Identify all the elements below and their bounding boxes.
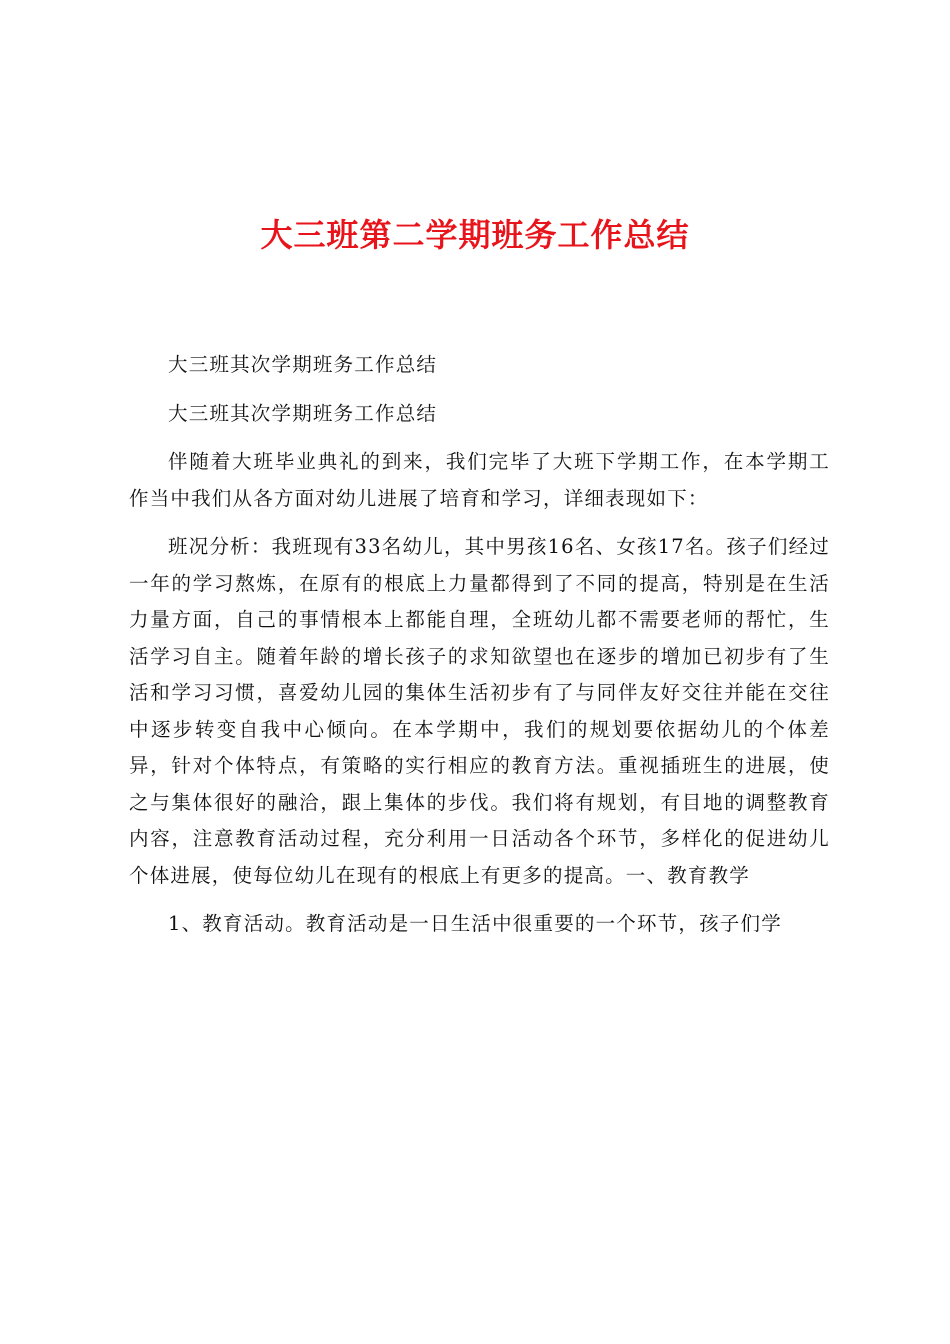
paragraph-subtitle-2: 大三班其次学期班务工作总结: [168, 401, 438, 425]
paragraph-education-activity: 1、教育活动。教育活动是一日生活中很重要的一个环节，孩子们学: [168, 912, 782, 935]
document-title: 大三班第二学期班务工作总结: [260, 216, 690, 254]
paragraph-intro: 伴随着大班毕业典礼的到来，我们完毕了大班下学期工作，在本学期工作当中我们从各方面对幼儿进展了培育和学习，详细表现如下：: [129, 450, 830, 510]
document-body: [129, 347, 830, 955]
paragraph-subtitle-1: 大三班其次学期班务工作总结: [168, 353, 438, 376]
paragraph-class-analysis: 班况分析：我班现有33名幼儿，其中男孩16名、女孩17名。孩子们经过一年的学习熬炼，在原有的根底上力量都得到了不同的提高，特别是在生活力量方面，自己的事情根本上都能自理，全班幼儿都不需要老师的帮忙，生活学习自主。随着年龄的增长孩子的求知欲望也在逐步的增加已初步有了生活和学习习惯，喜爱幼儿园的集体生活初步有了与同伴友好交往并能在交往中逐步转变自我中心倾向。在本学期中，我们的规划要依据幼儿的个体差异，针对个体特点，有策略的实行相应的教育方法。重视插班生的进展，使之与集体很好的融洽，跟上集体的步伐。我们将有规划，有目地的调整教育内容，注意教育活动过程，充分利用一日活动各个环节，多样化的促进幼儿个体进展，使每位幼儿在现有的根底上有更多的提高。一、教育教学: [129, 535, 830, 887]
